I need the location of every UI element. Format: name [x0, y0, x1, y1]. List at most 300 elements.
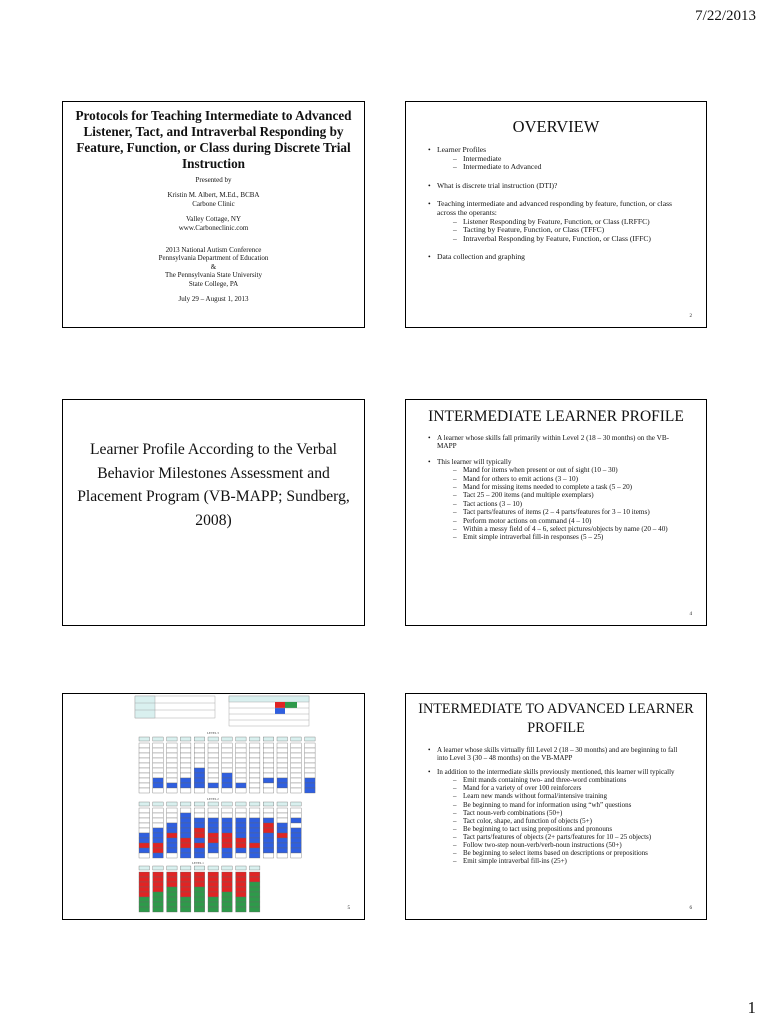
grid-cell: [305, 788, 316, 793]
grid-cell: [194, 902, 205, 907]
grid-cell: [249, 823, 260, 828]
grid-cell: [263, 783, 274, 788]
grid-cell: [291, 763, 302, 768]
grid-cell: [153, 823, 164, 828]
grid-cell: [263, 743, 274, 748]
sub-bullet: – Intraverbal Responding by Feature, Function, or Class (IFFC): [453, 235, 688, 244]
conference-line-3: &: [210, 262, 217, 271]
sub-bullet: – Follow two-step noun-verb/verb-noun instructions (50+): [453, 841, 688, 849]
grid-cell: [222, 768, 233, 773]
grid-column-header: [277, 802, 288, 806]
grid-cell: [263, 763, 274, 768]
grid-column-header: [249, 866, 260, 870]
grid-cell: [194, 887, 205, 892]
grid-cell: [153, 818, 164, 823]
slide-advanced-profile: [405, 693, 707, 920]
grid-cell: [153, 743, 164, 748]
grid-cell: [153, 848, 164, 853]
sub-bullet: – Emit simple intraverbal fill-ins (25+): [453, 857, 688, 865]
grid-cell: [249, 877, 260, 882]
grid-cell: [277, 813, 288, 818]
grid-cell: [194, 853, 205, 858]
bullet: • In addition to the intermediate skills previously mentioned, this learner will typically – Emit mands containing two- and three-word combinations – Mand for a variety of over 100 reinforcers – Learn new mands without formal/intensive training – Be beginning to mand for information using “wh” questions – Tact noun-verb combinations (50+) – Tact color, shape, and function of objects (5+) – Be beginning to tact using prepositions and pronouns – Tact parts/features of objects (2+ parts/features for 10 – 25 objects) – Follow two-step noun-verb/verb-noun instructions (50+) – Be beginning to select items based on descriptions or prepositions – Emit simple intraverbal fill-ins (25+): [428, 768, 688, 865]
grid-cell: [208, 848, 219, 853]
grid-cell: [291, 828, 302, 833]
sub-bullet: – Tact actions (3 – 10): [453, 500, 688, 508]
sub-bullet: – Tact 25 – 200 items (and multiple exemplars): [453, 491, 688, 499]
grid-cell: [194, 763, 205, 768]
grid-cell: [291, 788, 302, 793]
sub-bullet: – Within a messy field of 4 – 6, select pictures/objects by name (20 – 40): [453, 525, 688, 533]
slide4-title: INTERMEDIATE LEARNER PROFILE: [428, 408, 684, 425]
grid-cell: [291, 783, 302, 788]
grid-cell: [208, 778, 219, 783]
grid-cell: [236, 768, 247, 773]
grid-cell: [208, 813, 219, 818]
grid-cell: [153, 907, 164, 912]
grid-cell: [277, 808, 288, 813]
grid-cell: [167, 753, 178, 758]
grid-cell: [249, 783, 260, 788]
grid-cell: [194, 872, 205, 877]
grid-column-header: [180, 866, 191, 870]
grid-cell: [139, 828, 150, 833]
grid-cell: [291, 808, 302, 813]
presenter-name: Kristin M. Albert, M.Ed., BCBA: [167, 191, 260, 200]
grid-cell: [236, 773, 247, 778]
bullet: • A learner whose skills virtually fill Level 2 (18 – 30 months) and are beginning to fall into Level 3 (30 – 48 months) on the VB-MAPP: [428, 746, 688, 762]
grid-cell: [222, 778, 233, 783]
grid-cell: [249, 763, 260, 768]
grid-cell: [277, 748, 288, 753]
grid-cell: [167, 872, 178, 877]
bullet: • This learner will typically – Mand for items when present or out of sight (10 – 30) – Mand for others to emit actions (3 – 10) – Mand for missing items needed to complete a task (5 – 20) – Tact 25 – 200 items (and multiple exemplars) – Tact actions (3 – 10) – Tact parts/features of items (2 – 4 parts/features for 3 – 10 items) – Perform motor actions on command (4 – 10) – Within a messy field of 4 – 6, select pictures/objects by name (20 – 40) – Emit simple intraverbal fill-in responses (5 – 25): [428, 458, 688, 542]
grid-cell: [180, 848, 191, 853]
grid-cell: [180, 823, 191, 828]
grid-cell: [139, 838, 150, 843]
bullet: • Teaching intermediate and advanced responding by feature, function, or class across the operants: – Listener Responding by Feature, Function, or Class (LRFFC) – Tacting by Feature, Function, or Class (TFFC) – Intraverbal Responding by Feature, Function, or Class (IFFC): [428, 200, 688, 243]
sub-bullet: – Perform motor actions on command (4 – 10): [453, 517, 688, 525]
grid-cell: [153, 843, 164, 848]
grid-cell: [153, 897, 164, 902]
grid-cell: [167, 828, 178, 833]
grid-cell: [194, 843, 205, 848]
grid-cell: [167, 897, 178, 902]
grid-cell: [167, 788, 178, 793]
presented-by: Presented by: [195, 176, 232, 184]
grid-cell: [249, 902, 260, 907]
slide-number: 6: [689, 906, 692, 911]
grid-cell: [208, 872, 219, 877]
grid-cell: [139, 788, 150, 793]
slide3-title: Learner Profile According to the Verbal Behavior Milestones Assessment and Placement Program (VB-MAPP; Sundberg, 2008): [77, 441, 350, 529]
grid-cell: [222, 753, 233, 758]
grid-cell: [305, 748, 316, 753]
grid-column-header: [208, 802, 219, 806]
grid-cell: [222, 887, 233, 892]
grid-cell: [263, 748, 274, 753]
grid-cell: [291, 823, 302, 828]
sub-bullet: – Intermediate: [453, 155, 688, 164]
grid-cell: [291, 813, 302, 818]
sub-bullet: – Mand for a variety of over 100 reinforcers: [453, 784, 688, 792]
conference-line-2: Pennsylvania Department of Education: [158, 254, 269, 263]
grid-cell: [305, 753, 316, 758]
grid-cell: [208, 843, 219, 848]
grid-cell: [153, 882, 164, 887]
grid-cell: [236, 902, 247, 907]
grid-cell: [291, 743, 302, 748]
grid-cell: [139, 778, 150, 783]
grid-cell: [263, 843, 274, 848]
grid-cell: [153, 902, 164, 907]
grid-cell: [139, 897, 150, 902]
grid-cell: [236, 763, 247, 768]
grid-cell: [167, 833, 178, 838]
grid-cell: [249, 887, 260, 892]
grid-cell: [208, 768, 219, 773]
grid-cell: [194, 743, 205, 748]
grid-cell: [180, 778, 191, 783]
grid-cell: [139, 882, 150, 887]
grid-column-header: [194, 802, 205, 806]
level1-grid: [139, 866, 260, 912]
grid-cell: [222, 748, 233, 753]
sub-bullet: – Mand for others to emit actions (3 – 10): [453, 475, 688, 483]
grid-cell: [167, 892, 178, 897]
grid-column-header: [153, 737, 164, 741]
sub-bullet: – Be beginning to tact using prepositions and pronouns: [453, 825, 688, 833]
grid-cell: [222, 843, 233, 848]
grid-cell: [263, 773, 274, 778]
grid-cell: [277, 768, 288, 773]
grid-cell: [222, 783, 233, 788]
grid-cell: [222, 853, 233, 858]
grid-cell: [139, 887, 150, 892]
grid-cell: [208, 748, 219, 753]
grid-cell: [277, 823, 288, 828]
grid-column-header: [222, 802, 233, 806]
grid-cell: [249, 768, 260, 773]
grid-cell: [249, 897, 260, 902]
grid-cell: [263, 778, 274, 783]
grid-cell: [222, 763, 233, 768]
grid-cell: [236, 778, 247, 783]
slide-intermediate-profile: [405, 399, 707, 626]
grid-cell: [222, 872, 233, 877]
grid-cell: [222, 877, 233, 882]
grid-cell: [139, 892, 150, 897]
sub-bullet: – Tact parts/features of items (2 – 4 parts/features for 3 – 10 items): [453, 508, 688, 516]
grid-cell: [194, 768, 205, 773]
grid-cell: [167, 823, 178, 828]
grid-cell: [194, 748, 205, 753]
grid-cell: [194, 907, 205, 912]
grid-cell: [249, 753, 260, 758]
grid-cell: [249, 778, 260, 783]
grid-cell: [167, 813, 178, 818]
grid-cell: [208, 892, 219, 897]
grid-cell: [153, 833, 164, 838]
grid-cell: [139, 748, 150, 753]
slide1-title: Protocols for Teaching Intermediate to Advanced Listener, Tact, and Intraverbal Responding by Feature, Function, or Class during Discrete Trial Instruction: [75, 108, 352, 171]
grid-cell: [194, 892, 205, 897]
grid-cell: [277, 828, 288, 833]
grid-cell: [139, 768, 150, 773]
grid-column-header: [167, 737, 178, 741]
grid-cell: [139, 743, 150, 748]
grid-cell: [167, 838, 178, 843]
grid-cell: [236, 897, 247, 902]
grid-cell: [153, 808, 164, 813]
grid-cell: [249, 743, 260, 748]
grid-column-header: [305, 737, 316, 741]
grid-cell: [194, 758, 205, 763]
slide-vbmapp-grid: [62, 693, 365, 920]
grid-cell: [236, 818, 247, 823]
grid-cell: [153, 768, 164, 773]
grid-cell: [153, 758, 164, 763]
grid-cell: [139, 818, 150, 823]
grid-cell: [222, 892, 233, 897]
grid-cell: [305, 763, 316, 768]
grid-cell: [208, 907, 219, 912]
sub-bullet: – Listener Responding by Feature, Function, or Class (LRFFC): [453, 218, 688, 227]
grid-cell: [277, 848, 288, 853]
grid-cell: [194, 813, 205, 818]
slide-number: 4: [689, 612, 692, 617]
grid-cell: [236, 833, 247, 838]
grid-cell: [249, 833, 260, 838]
grid-cell: [208, 887, 219, 892]
grid-cell: [180, 907, 191, 912]
grid-cell: [139, 808, 150, 813]
sub-bullet: – Emit simple intraverbal fill-in responses (5 – 25): [453, 533, 688, 541]
grid-cell: [249, 872, 260, 877]
grid-cell: [139, 763, 150, 768]
grid-cell: [180, 902, 191, 907]
grid-cell: [277, 753, 288, 758]
grid-cell: [291, 848, 302, 853]
clinic-name: Carbone Clinic: [192, 199, 235, 208]
grid-cell: [208, 808, 219, 813]
sub-bullet: – Be beginning to mand for information using “wh” questions: [453, 801, 688, 809]
grid-cell: [208, 788, 219, 793]
grid-cell: [194, 833, 205, 838]
grid-cell: [263, 813, 274, 818]
grid-cell: [180, 892, 191, 897]
grid-column-header: [180, 737, 191, 741]
grid-cell: [263, 788, 274, 793]
grid-cell: [222, 838, 233, 843]
grid-cell: [139, 907, 150, 912]
grid-cell: [167, 887, 178, 892]
grid-cell: [249, 843, 260, 848]
grid-cell: [249, 848, 260, 853]
slide-title: [62, 101, 365, 328]
sub-bullet: – Emit mands containing two- and three-word combinations: [453, 776, 688, 784]
grid-cell: [153, 828, 164, 833]
grid-cell: [194, 848, 205, 853]
grid-cell: [180, 887, 191, 892]
grid-cell: [263, 768, 274, 773]
grid-cell: [277, 763, 288, 768]
grid-cell: [208, 758, 219, 763]
grid-cell: [139, 813, 150, 818]
grid-cell: [180, 838, 191, 843]
grid-cell: [208, 877, 219, 882]
bullet: • Data collection and graphing: [428, 253, 688, 262]
grid-cell: [167, 778, 178, 783]
grid-cell: [194, 818, 205, 823]
grid-column-header: [236, 866, 247, 870]
grid-cell: [291, 768, 302, 773]
grid-cell: [263, 828, 274, 833]
grid-cell: [153, 788, 164, 793]
grid-cell: [249, 748, 260, 753]
grid-cell: [194, 882, 205, 887]
grid-column-header: [167, 802, 178, 806]
grid-column-header: [208, 737, 219, 741]
grid-cell: [153, 748, 164, 753]
grid-cell: [208, 823, 219, 828]
grid-column-header: [291, 802, 302, 806]
grid-cell: [167, 773, 178, 778]
grid-cell: [277, 758, 288, 763]
slide-number: 2: [689, 314, 692, 319]
grid-column-header: [139, 866, 150, 870]
grid-cell: [263, 838, 274, 843]
grid-cell: [180, 783, 191, 788]
sub-bullet: – Learn new mands without formal/intensive training: [453, 792, 688, 800]
grid-cell: [222, 818, 233, 823]
grid-cell: [277, 818, 288, 823]
grid-cell: [236, 838, 247, 843]
grid-cell: [180, 897, 191, 902]
grid-cell: [236, 813, 247, 818]
conference-line-4: The Pennsylvania State University: [164, 271, 262, 280]
grid-column-header: [208, 866, 219, 870]
slide6-title: INTERMEDIATE TO ADVANCED LEARNER PROFILE: [418, 701, 694, 736]
grid-cell: [249, 813, 260, 818]
grid-cell: [222, 808, 233, 813]
grid-cell: [167, 902, 178, 907]
grid-cell: [194, 788, 205, 793]
grid-cell: [194, 877, 205, 882]
grid-cell: [305, 743, 316, 748]
grid-cell: [277, 783, 288, 788]
grid-cell: [194, 778, 205, 783]
grid-column-header: [194, 737, 205, 741]
grid-cell: [180, 813, 191, 818]
grid-cell: [222, 758, 233, 763]
grid-cell: [208, 783, 219, 788]
grid-cell: [277, 838, 288, 843]
level1-label: LEVEL 1: [192, 861, 204, 865]
grid-cell: [194, 897, 205, 902]
grid-cell: [180, 748, 191, 753]
grid-cell: [180, 828, 191, 833]
grid-cell: [236, 788, 247, 793]
grid-column-header: [222, 737, 233, 741]
grid-column-header: [263, 802, 274, 806]
grid-cell: [222, 907, 233, 912]
sub-bullet: – Intermediate to Advanced: [453, 163, 688, 172]
grid-cell: [194, 773, 205, 778]
grid-column-header: [139, 802, 150, 806]
grid-cell: [236, 823, 247, 828]
slide-vbmapp-heading: [62, 399, 365, 626]
vbmapp-grid-image: [63, 694, 363, 918]
grid-cell: [180, 743, 191, 748]
grid-cell: [208, 897, 219, 902]
grid-cell: [291, 748, 302, 753]
grid-cell: [277, 833, 288, 838]
grid-cell: [222, 833, 233, 838]
grid-cell: [222, 882, 233, 887]
grid-column-header: [180, 802, 191, 806]
grid-cell: [139, 877, 150, 882]
slide-number: 5: [347, 906, 350, 911]
grid-cell: [236, 882, 247, 887]
grid-cell: [305, 768, 316, 773]
grid-cell: [194, 838, 205, 843]
grid-cell: [167, 907, 178, 912]
level2-label: LEVEL 2: [207, 797, 219, 801]
grid-cell: [236, 843, 247, 848]
grid-cell: [167, 748, 178, 753]
grid-cell: [263, 853, 274, 858]
grid-cell: [180, 843, 191, 848]
grid-cell: [236, 887, 247, 892]
grid-cell: [167, 882, 178, 887]
grid-info-table: [135, 696, 309, 726]
grid-cell: [222, 788, 233, 793]
grid-cell: [277, 788, 288, 793]
grid-cell: [291, 818, 302, 823]
grid-cell: [222, 743, 233, 748]
conference-line-5: State College, PA: [188, 279, 239, 288]
grid-cell: [180, 853, 191, 858]
grid-column-header: [236, 737, 247, 741]
grid-cell: [249, 892, 260, 897]
sub-bullet: – Tacting by Feature, Function, or Class (TFFC): [453, 226, 688, 235]
grid-cell: [208, 882, 219, 887]
grid-cell: [222, 897, 233, 902]
grid-cell: [139, 902, 150, 907]
grid-cell: [236, 743, 247, 748]
grid-cell: [277, 778, 288, 783]
grid-cell: [208, 833, 219, 838]
grid-cell: [236, 753, 247, 758]
grid-cell: [236, 872, 247, 877]
grid-cell: [194, 823, 205, 828]
grid-cell: [139, 783, 150, 788]
grid-cell: [291, 778, 302, 783]
grid-cell: [153, 763, 164, 768]
grid-cell: [236, 877, 247, 882]
grid-column-header: [153, 802, 164, 806]
grid-cell: [305, 783, 316, 788]
grid-cell: [208, 853, 219, 858]
grid-cell: [167, 758, 178, 763]
grid-cell: [236, 907, 247, 912]
level3-label: LEVEL 3: [207, 731, 219, 735]
grid-cell: [180, 833, 191, 838]
grid-column-header: [167, 866, 178, 870]
grid-cell: [139, 843, 150, 848]
grid-cell: [167, 808, 178, 813]
